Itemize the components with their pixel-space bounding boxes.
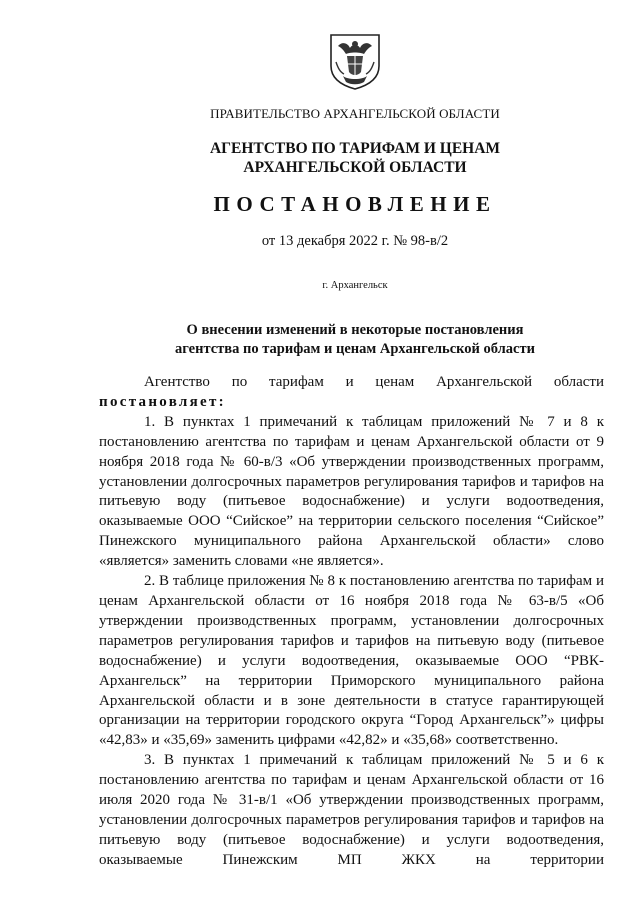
resolves-word: постановляет: [99,393,226,410]
body-intro: Агентство по тарифам и ценам Архангельской области [144,374,604,390]
document-body [99,373,604,871]
body-item-2: 2. В таблице приложения № 8 к постановлению агентства по тарифам и ценам Архангельской области от 16 ноября 2018 года № 63-в/5 «Об утверждении производственных программ, установлении долгосрочных параметров регулирования тарифов и тарифов на питьевую воду (питьевое водоснабжение) и услуги водоотведения, оказываемые ООО “РВК-Архангельск” на территории Приморского муниципального района Архангельской области и в зоне деятельности в статусе гарантирующей организации на территории городского округа “Город Архангельск”» цифры «42,83» и «35,69» заменить цифрами «42,82» и «35,68» соответственно. [99,573,604,749]
body-item-3: 3. В пунктах 1 примечаний к таблицам приложений № 5 и 6 к постановлению агентства по тарифам и ценам Архангельской области от 16 июля 2020 года № 31-в/1 «Об утверждении производственных программ, установлении долгосрочных параметров регулирования тарифов и тарифов на питьевую воду (питьевое водоснабжение) и услуги водоотведения, оказываемые Пинежским МП ЖКХ на территории [99,752,604,868]
subject-line2: агентства по тарифам и ценам Архангельской области [175,341,535,357]
agency-name-line2: АРХАНГЕЛЬСКОЙ ОБЛАСТИ [243,159,467,176]
body-item-1: 1. В пунктах 1 примечаний к таблицам приложений № 7 и 8 к постановлению агентства по тарифам и ценам Архангельской области от 9 ноября 2018 года № 60-в/3 «Об утверждении производственных программ, установлении долгосрочных параметров регулирования тарифов и тарифов на питьевую воду (питьевое водоснабжение) и услуги водоотведения, оказываемые ООО “Сийское” на территории сельского поселения “Сийское” Пинежского муниципального района Архангельской области» слово «является» заменить словами «не является». [99,413,604,570]
document-date-number: от 13 декабря 2022 г. № 98-в/2 [261,233,449,249]
coat-of-arms-icon [328,32,382,90]
agency-name [0,139,640,177]
document-type-title: ПОСТАНОВЛЕНИЕ [213,192,497,216]
document-subject [0,321,640,359]
agency-name-line1: АГЕНТСТВО ПО ТАРИФАМ И ЦЕНАМ [209,140,501,157]
government-name: ПРАВИТЕЛЬСТВО АРХАНГЕЛЬСКОЙ ОБЛАСТИ [210,106,500,121]
body-resolves [99,393,604,413]
subject-line1: О внесении изменений в некоторые постановления [186,322,524,338]
document-city: г. Архангельск [322,280,388,291]
